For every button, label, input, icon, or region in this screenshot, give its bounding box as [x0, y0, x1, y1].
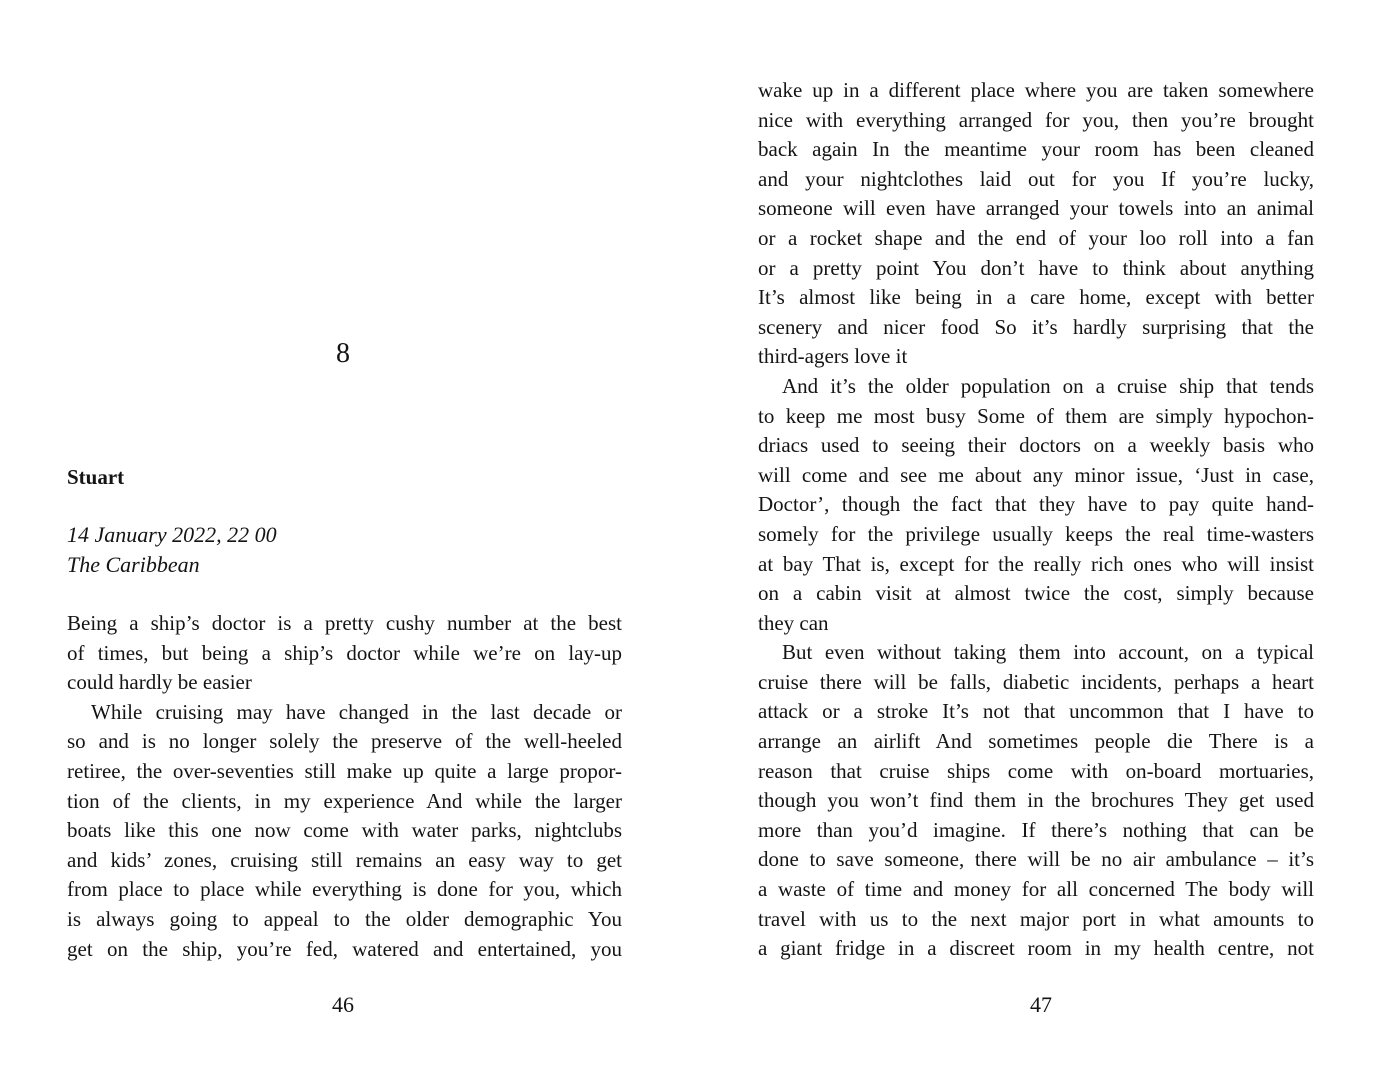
text-line: reason that cruise ships come with on-board mortuaries, — [758, 758, 1314, 783]
text-line: boats like this one now come with water parks, nightclubs — [67, 818, 622, 843]
text-line: scenery and nicer food So it’s hardly surprising that the — [758, 314, 1314, 339]
text-line: back again In the meantime your room has been cleaned — [758, 137, 1314, 162]
text-line: done to save someone, there will be no air ambulance – it’s — [758, 847, 1314, 872]
text-line: get on the ship, you’re fed, watered and entertained, you — [67, 936, 622, 961]
text-line: wake up in a different place where you are taken somewhere — [758, 78, 1314, 102]
text-line: could hardly be easier — [67, 670, 252, 695]
text-line: Being a ship’s doctor is a pretty cushy number at the best — [67, 611, 622, 635]
text-line: And it’s the older population on a cruise ship that tends — [782, 373, 1314, 398]
text-line: attack or a stroke It’s not that uncommon that I have to — [758, 699, 1314, 724]
text-line: travel with us to the next major port in what amounts to — [758, 906, 1314, 931]
text-line: arrange an airlift And sometimes people die There is a — [758, 729, 1314, 754]
text-line: to keep me most busy Some of them are simply hypochon- — [758, 403, 1314, 428]
text-line: cruise there will be falls, diabetic incidents, perhaps a heart — [758, 669, 1314, 694]
right-body-text — [758, 76, 1314, 964]
text-line: someone will even have arranged your towels into an animal — [758, 196, 1314, 221]
text-line: will come and see me about any minor issue, ‘Just in case, — [758, 462, 1314, 487]
text-line: and your nightclothes laid out for you If you’re lucky, — [758, 166, 1314, 191]
text-line: more than you’d imagine. If there’s nothing that can be — [758, 817, 1314, 842]
text-line: While cruising may have changed in the last decade or — [91, 699, 622, 724]
text-line: or a rocket shape and the end of your loo roll into a fan — [758, 225, 1314, 250]
text-line: they can — [758, 610, 829, 635]
text-line: a giant fridge in a discreet room in my health centre, not — [758, 936, 1314, 961]
text-line: on a cabin visit at almost twice the cost, simply because — [758, 581, 1314, 606]
text-line: a waste of time and money for all concerned The body will — [758, 877, 1314, 902]
text-line: somely for the privilege usually keeps the real time-wasters — [758, 521, 1314, 546]
text-line: Doctor’, though the fact that they have to pay quite hand- — [758, 492, 1314, 517]
text-line: and kids’ zones, cruising still remains an easy way to get — [67, 847, 622, 872]
text-line: is always going to appeal to the older demographic You — [67, 906, 622, 931]
dateline-date: 14 January 2022, 22 00 — [67, 522, 277, 547]
text-line: or a pretty point You don’t have to think about anything — [758, 255, 1314, 280]
text-line: third-agers love it — [758, 344, 908, 369]
text-line: It’s almost like being in a care home, except with better — [758, 285, 1314, 310]
text-line: from place to place while everything is done for you, which — [67, 877, 622, 902]
narrator-heading: Stuart — [67, 465, 125, 489]
text-line: tion of the clients, in my experience And while the larger — [67, 788, 622, 813]
left-body-text — [67, 609, 622, 964]
text-line: driacs used to seeing their doctors on a weekly basis who — [758, 433, 1314, 458]
page-number-left: 46 — [332, 992, 354, 1017]
chapter-number: 8 — [336, 338, 350, 369]
text-line: nice with everything arranged for you, then you’re brought — [758, 107, 1314, 132]
text-line: though you won’t find them in the brochures They get used — [758, 788, 1314, 813]
page-number-right: 47 — [1030, 992, 1052, 1017]
text-line: at bay That is, except for the really rich ones who will insist — [758, 551, 1314, 576]
right-page — [690, 0, 1380, 1080]
dateline-location: The Caribbean — [67, 552, 200, 577]
dateline — [67, 520, 277, 580]
text-line: retiree, the over-seventies still make up quite a large propor- — [67, 758, 622, 783]
text-line: But even without taking them into account, on a typical — [782, 640, 1314, 665]
text-line: of times, but being a ship’s doctor while we’re on lay-up — [67, 640, 622, 665]
text-line: so and is no longer solely the preserve of the well-heeled — [67, 729, 622, 754]
